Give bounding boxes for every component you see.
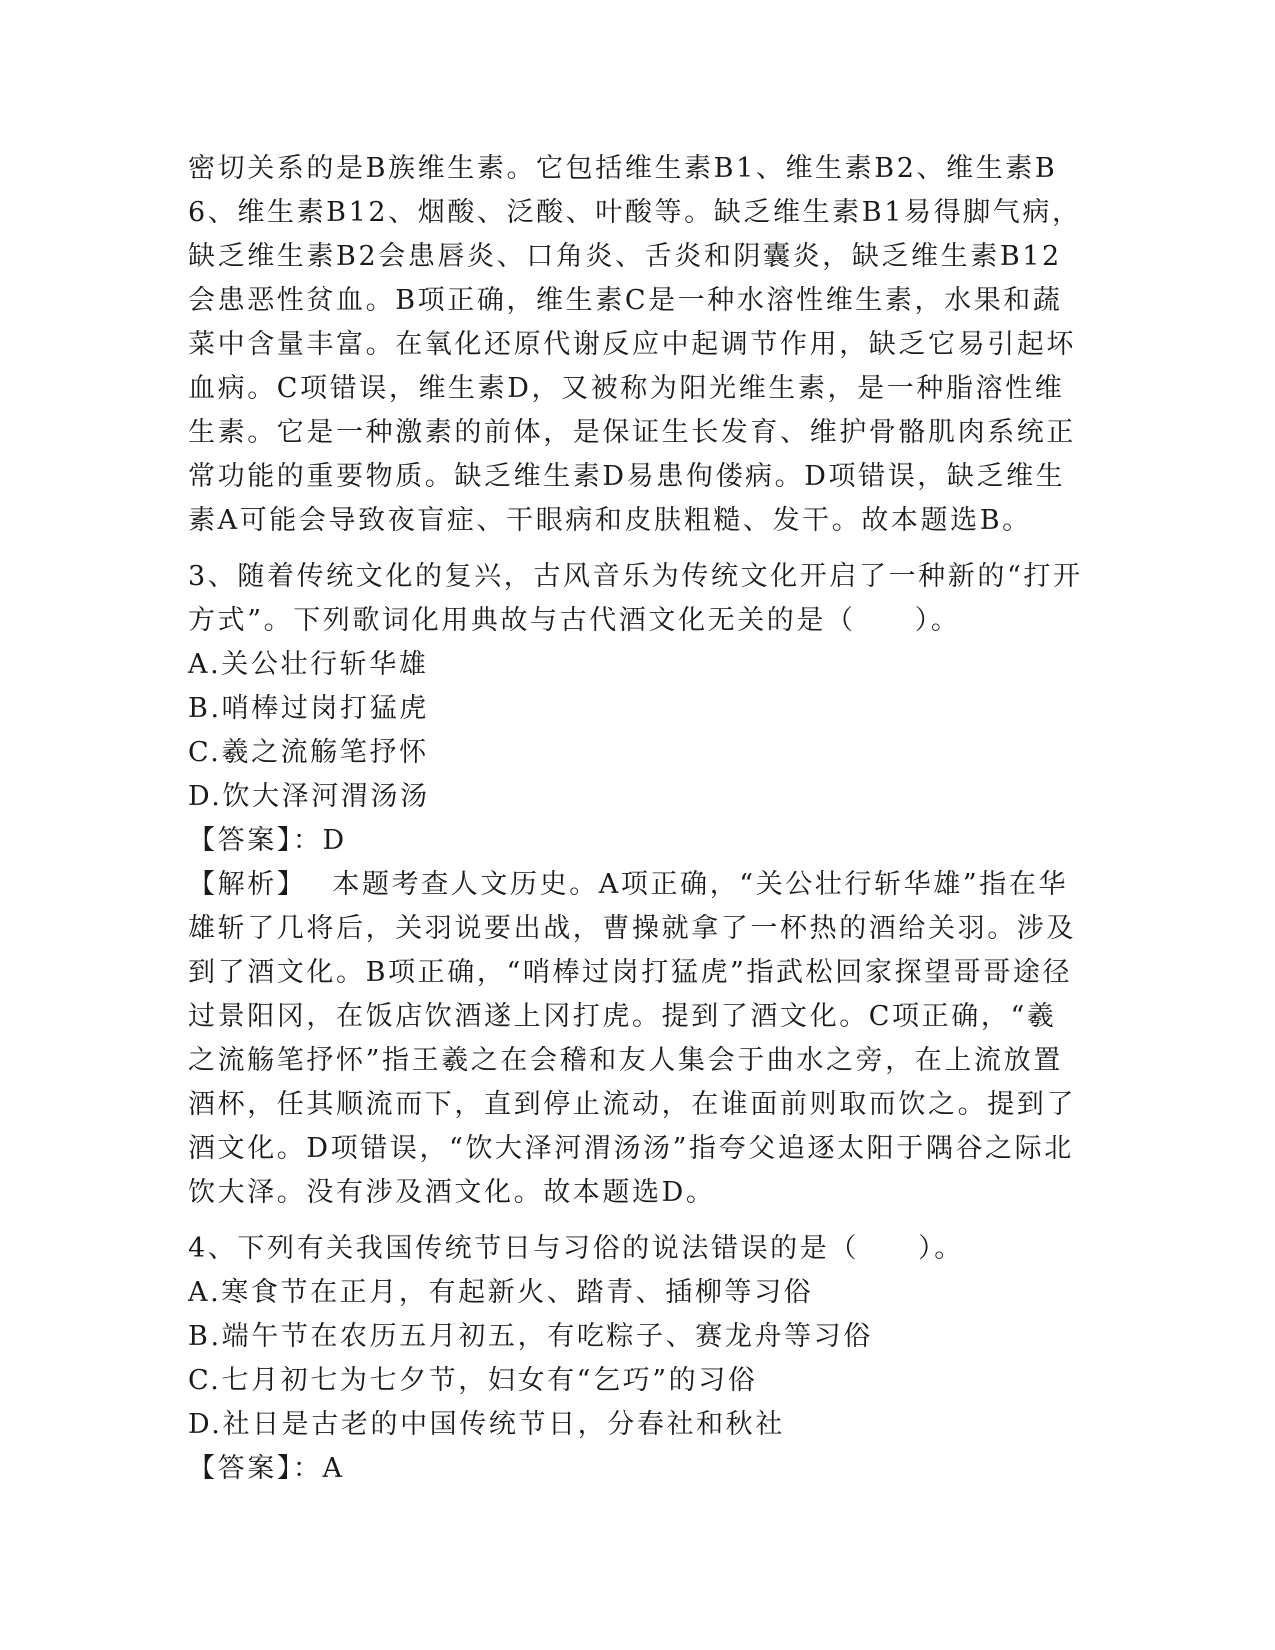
q3-analysis [188,863,1084,1215]
q3-option-a: A.关公壮行斩华雄 [188,649,429,680]
q3-answer-value: D [322,825,347,856]
q4-answer-label: 【答案】： [188,1453,323,1484]
q4-option-b: B.端午节在农历五月初五，有吃粽子、赛龙舟等习俗 [188,1321,873,1352]
q4-answer [188,1447,1084,1491]
q3-answer [188,819,1084,863]
q3-option-b: B.哨棒过岗打猛虎 [188,693,429,724]
q2-analysis-continued: 密切关系的是B族维生素。它包括维生素B1、维生素B2、维生素B6、维生素B12、烟酸、泛酸、叶酸等。缺乏维生素B1易得脚气病，缺乏维生素B2会患唇炎、口角炎、舌炎和阴囊炎，缺乏维生素B12会患恶性贫血。B项正确，维生素C是一种水溶性维生素，水果和蔬菜中含量丰富。在氧化还原代谢反应中起调节作用，缺乏它易引起坏血病。C项错误，维生素D，又被称为阳光维生素，是一种脂溶性维生素。它是一种激素的前体，是保证生长发育、维护骨骼肌肉系统正常功能的重要物质。缺乏维生素D易患佝偻病。D项错误，缺乏维生素A可能会导致夜盲症、干眼病和皮肤粗糙、发干。故本题选B。 [188,153,1082,536]
q3-answer-label: 【答案】： [188,825,323,856]
q3-analysis-text: 本题考查人文历史。A项正确，“关公壮行斩华雄”指在华雄斩了几将后，关羽说要出战，曹操就拿了一杯热的酒给关羽。涉及到了酒文化。B项正确，“哨棒过岗打猛虎”指武松回家探望哥哥途径过景阳冈，在饭店饮酒遂上冈打虎。提到了酒文化。C项正确，“羲之流觞笔抒怀”指王羲之在会稽和友人集会于曲水之旁，在上流放置酒杯，任其顺流而下，直到停止流动，在谁面前则取而饮之。提到了酒文化。D项错误，“饮大泽河渭汤汤”指夸父追逐太阳于隅谷之际北饮大泽。没有涉及酒文化。故本题选D。 [188,869,1076,1208]
question-3 [188,555,1084,1215]
q4-answer-value: A [322,1453,345,1484]
q3-stem: 3、随着传统文化的复兴，古风音乐为传统文化开启了一种新的“打开方式”。下列歌词化用典故与古代酒文化无关的是（ ）。 [188,561,1083,636]
q3-option-d: D.饮大泽河渭汤汤 [188,781,430,812]
q3-option-c: C.羲之流觞笔抒怀 [188,737,429,768]
q3-analysis-label: 【解析】 [188,869,307,900]
q4-option-a: A.寒食节在正月，有起新火、踏青、插柳等习俗 [188,1277,814,1308]
q4-option-d: D.社日是古老的中国传统节日，分春社和秋社 [188,1409,785,1440]
document-page [188,147,1084,1491]
q4-option-c: C.七月初七为七夕节，妇女有“乞巧”的习俗 [188,1365,758,1396]
q4-stem: 4、下列有关我国传统节日与习俗的说法错误的是（ ）。 [188,1233,964,1264]
question-4 [188,1227,1084,1491]
